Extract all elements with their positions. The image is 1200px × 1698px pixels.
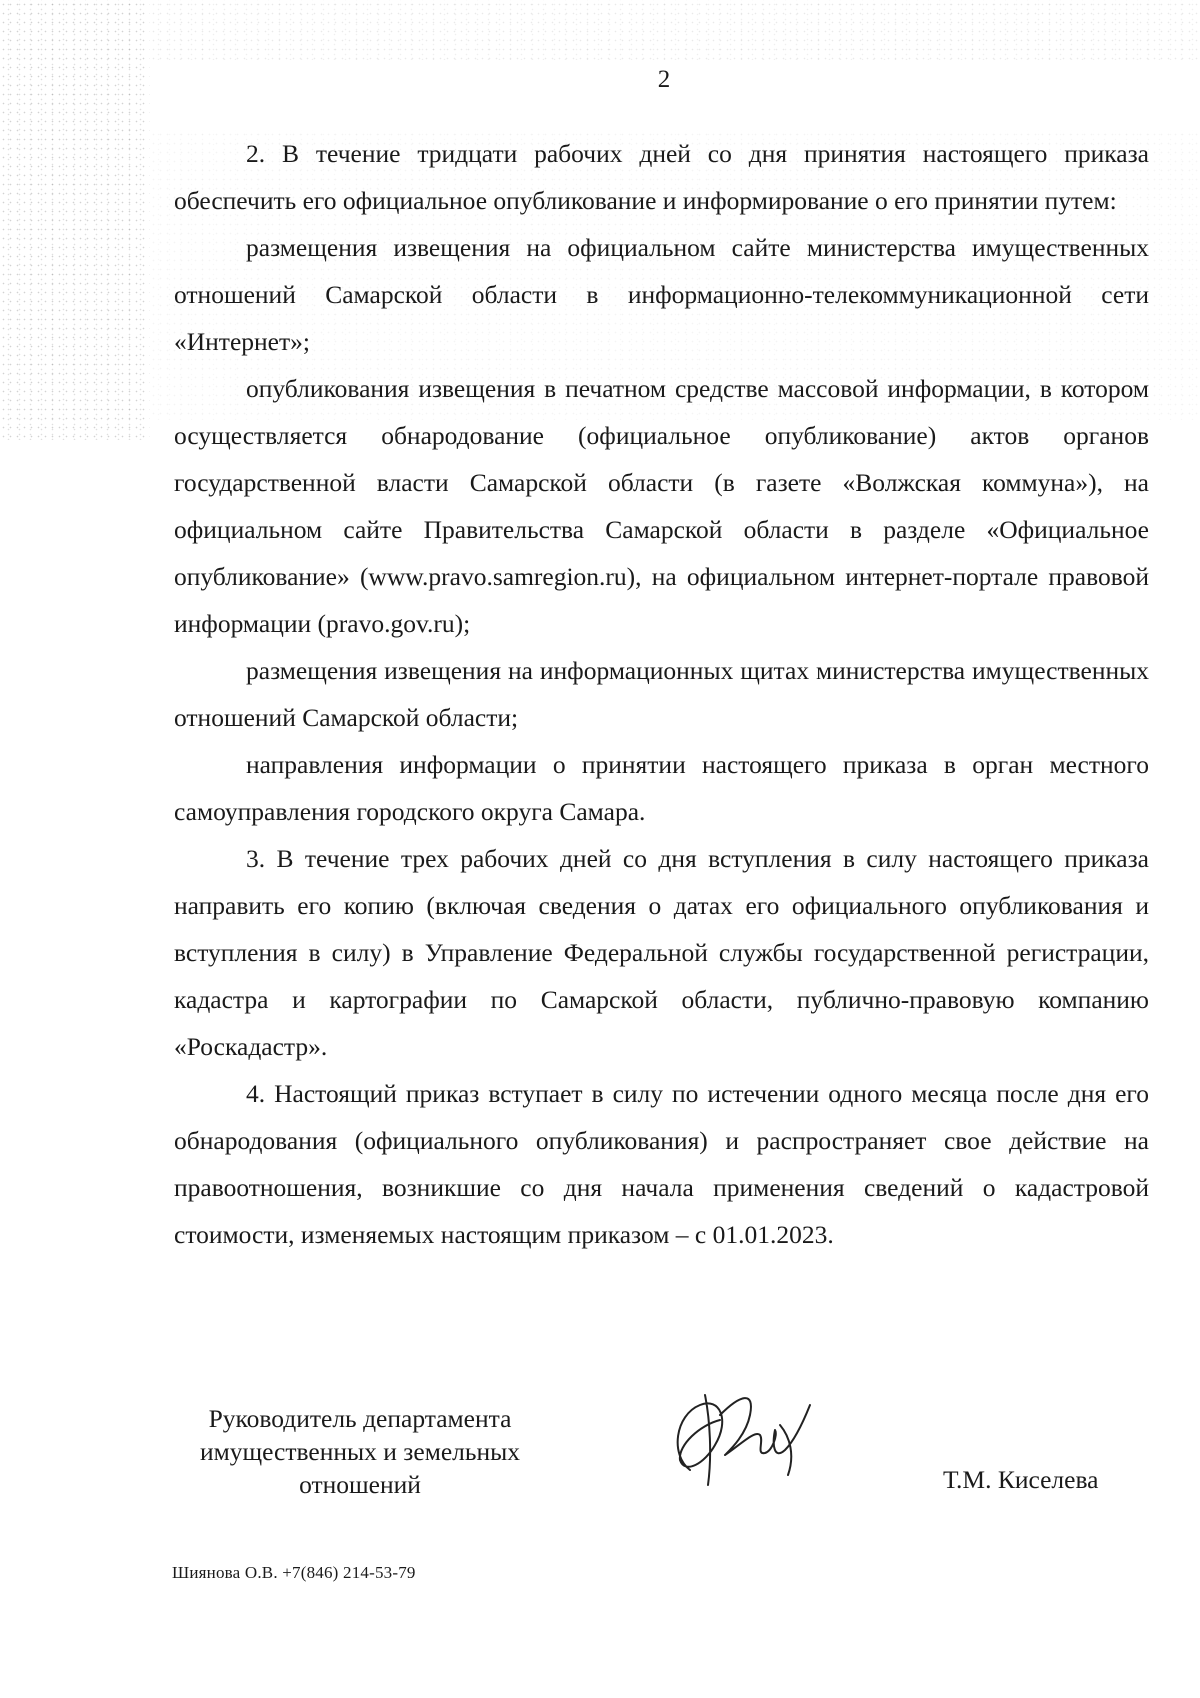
page-number: 2 <box>657 66 671 93</box>
signatory-title-line-1: Руководитель департамента <box>208 1404 512 1433</box>
scan-noise-top <box>150 0 1200 60</box>
document-body <box>174 130 1149 1258</box>
paragraph-3: 3. В течение трех рабочих дней со дня вступления в силу настоящего приказа направить его копию (включая сведения о датах его официального опубликования и вступления в силу) в Управление Федеральной службы государственной регистрации, кадастра и картографии по Самарской области, публично-правовую компанию «Роскадастр». <box>174 844 1149 1061</box>
paragraph-2-item-website: размещения извещения на официальном сайте министерства имущественных отношений Самарской области в информационно-телекоммуникационной сети «Интернет»; <box>174 233 1149 356</box>
contact-info: Шиянова О.В. +7(846) 214-53-79 <box>172 1563 416 1582</box>
signatory-title-line-2: имущественных и земельных <box>199 1437 521 1466</box>
paragraph-4: 4. Настоящий приказ вступает в силу по истечении одного месяца после дня его обнародования (официального опубликования) и распространяет свое действие на правоотношения, возникшие со дня начала применения сведений о кадастровой стоимости, изменяемых настоящим приказом – с 01.01.2023. <box>174 1079 1149 1249</box>
paragraph-2: 2. В течение тридцати рабочих дней со дня принятия настоящего приказа обеспечить его официальное опубликование и информирование о его принятии путем: <box>174 139 1149 215</box>
handwritten-signature <box>660 1375 830 1495</box>
paragraph-2-item-local-authority: направления информации о принятии настоящего приказа в орган местного самоуправления городского округа Самара. <box>174 750 1149 826</box>
paragraph-2-item-print: опубликования извещения в печатном средстве массовой информации, в котором осуществляется обнародование (официальное опубликование) актов органов государственной власти Самарской области (в газете «Волжская коммуна»), на официальном сайте Правительства Самарской области в разделе «Официальное опубликование» (www.pravo.samregion.ru), на официальном интернет-портале правовой информации (pravo.gov.ru); <box>174 374 1149 638</box>
paragraph-2-item-boards: размещения извещения на информационных щитах министерства имущественных отношений Самарской области; <box>174 656 1149 732</box>
signer-name: Т.М. Киселева <box>943 1465 1099 1494</box>
signatory-title-line-3: отношений <box>299 1470 421 1499</box>
signatory-title <box>170 1402 550 1501</box>
